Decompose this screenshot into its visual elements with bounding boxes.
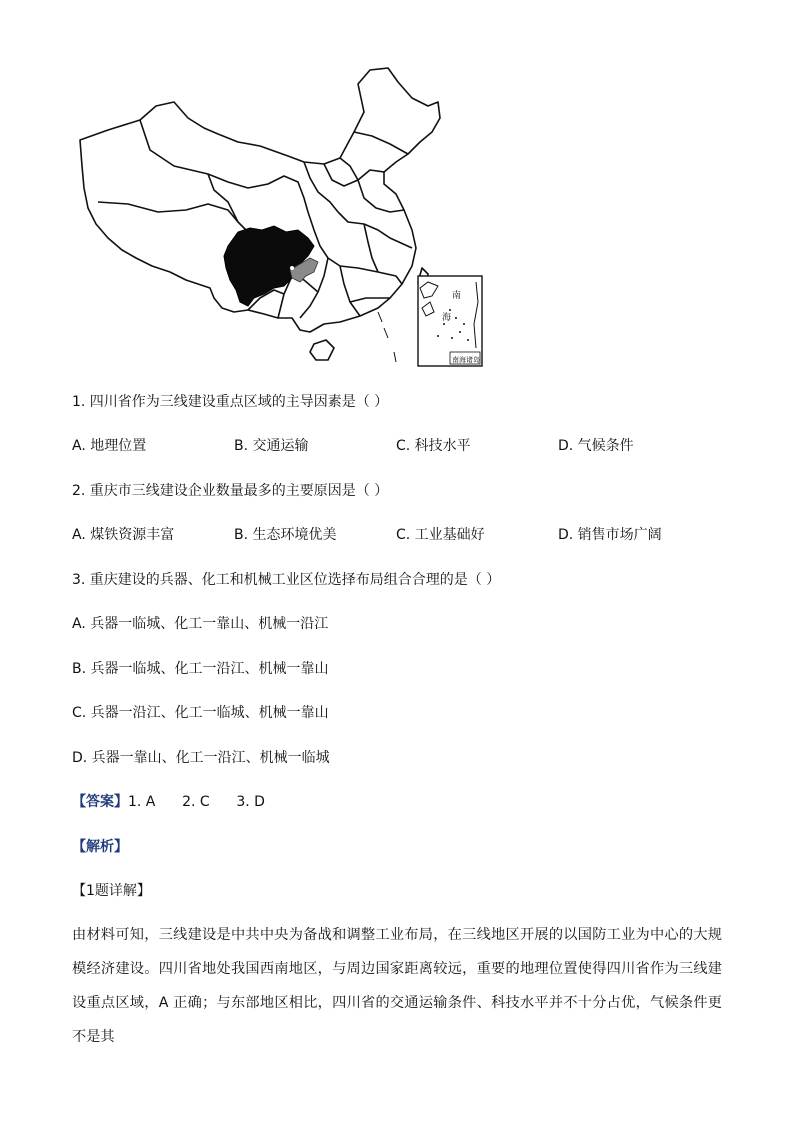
answer-label: 【答案】 bbox=[72, 794, 128, 810]
answer-line bbox=[72, 792, 265, 812]
q1-option-b: B. 交通运输 bbox=[234, 438, 309, 454]
inset-sea-label: 海 bbox=[442, 313, 452, 323]
china-map-figure bbox=[78, 62, 498, 370]
inset-caption: 南海诸岛 bbox=[452, 356, 480, 364]
analysis-label: 【解析】 bbox=[72, 839, 128, 855]
q2-option-a: A. 煤铁资源丰富 bbox=[72, 527, 175, 543]
chongqing-dot bbox=[290, 266, 294, 270]
question-1-stem: 1. 四川省作为三线建设重点区域的主导因素是（ ） bbox=[72, 394, 389, 410]
q1-option-a: A. 地理位置 bbox=[72, 438, 147, 454]
q3-option-a: A. 兵器一临城、化工一靠山、机械一沿江 bbox=[72, 616, 329, 632]
hainan-outline bbox=[310, 340, 334, 360]
q3-option-b: B. 兵器一临城、化工一沿江、机械一靠山 bbox=[72, 661, 329, 677]
q1-option-d: D. 气候条件 bbox=[558, 438, 634, 454]
question-3-stem: 3. 重庆建设的兵器、化工和机械工业区位选择布局组合合理的是（ ） bbox=[72, 572, 501, 588]
q1-option-c: C. 科技水平 bbox=[396, 438, 471, 454]
detail-paragraph: 由材料可知，三线建设是中共中央为备战和调整工业布局，在三线地区开展的以国防工业为中心的大规模经济建设。四川省地处我国西南地区，与周边国家距离较远，重要的地理位置使得四川省作为三线建设重点区域，A 正确；与东部地区相比，四川省的交通运输条件、科技水平并不十分占优，气候条件更不是其 bbox=[72, 927, 722, 1045]
detail-label: 【1题详解】 bbox=[72, 883, 151, 899]
q3-option-d: D. 兵器一靠山、化工一沿江、机械一临城 bbox=[72, 750, 330, 766]
q2-option-c: C. 工业基础好 bbox=[396, 527, 485, 543]
south-sea-inset bbox=[418, 276, 482, 366]
q3-option-c: C. 兵器一沿江、化工一临城、机械一靠山 bbox=[72, 705, 329, 721]
answer-text: 1. A 2. C 3. D bbox=[128, 794, 265, 810]
question-2-stem: 2. 重庆市三线建设企业数量最多的主要原因是（ ） bbox=[72, 483, 389, 499]
inset-south-label: 南 bbox=[452, 291, 462, 301]
q2-option-d: D. 销售市场广阔 bbox=[558, 527, 662, 543]
q2-option-b: B. 生态环境优美 bbox=[234, 527, 337, 543]
